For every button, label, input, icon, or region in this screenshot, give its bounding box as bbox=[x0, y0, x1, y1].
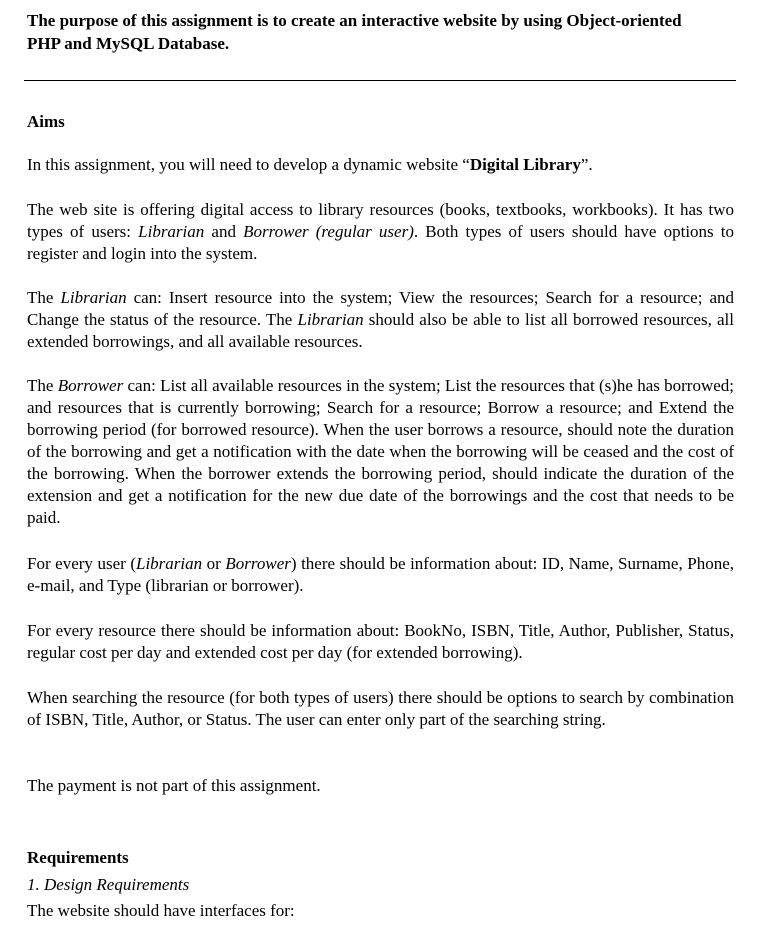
requirements-text: The website should have interfaces for: bbox=[27, 901, 295, 920]
aims-paragraph-3: The Librarian can: Insert resource into the system; View the resources; Search for a resource; and Change the status of the resource. The Librarian should also be able to list all borrowed resources, all extended borrowings, and all available resources. bbox=[27, 288, 734, 351]
aims-paragraph-8: The payment is not part of this assignment. bbox=[27, 776, 321, 795]
horizontal-divider bbox=[24, 80, 736, 81]
requirements-heading: Requirements bbox=[27, 848, 129, 867]
design-requirements-subheading: 1. Design Requirements bbox=[27, 875, 190, 894]
aims-paragraph-1: In this assignment, you will need to develop a dynamic website “Digital Library”. bbox=[27, 155, 593, 174]
aims-paragraph-7: When searching the resource (for both types of users) there should be options to search by combination of ISBN, Title, Author, or Status. The user can enter only part of the searching string. bbox=[27, 688, 734, 729]
aims-paragraph-4: The Borrower can: List all available resources in the system; List the resources that (s)he has borrowed; and resources that is currently borrowing; Search for a resource; Borrow a resource; and Extend the borrowing period (for borrowed resource). When the user borrows a resource, should note the duration of the borrowing and get a notification with the date when the borrowing will be ceased and the cost of the borrowing. When the borrower extends the borrowing period, should indicate the duration of the extension and get a notification for the new due date of the borrowings and the cost that needs to be paid. bbox=[27, 376, 735, 527]
aims-paragraph-5: For every user (Librarian or Borrower) there should be information about: ID, Name, Surname, Phone, e-mail, and Type (librarian or borrower). bbox=[27, 554, 734, 595]
aims-heading: Aims bbox=[27, 112, 65, 131]
aims-paragraph-6: For every resource there should be information about: BookNo, ISBN, Title, Author, Publisher, Status, regular cost per day and extended cost per day (for extended borrowing). bbox=[27, 621, 734, 662]
aims-paragraph-2: The web site is offering digital access to library resources (books, textbooks, workbooks). It has two types of users: Librarian and Borrower (regular user). Both types of users should have options to register and login into the system. bbox=[27, 200, 735, 263]
intro-paragraph: The purpose of this assignment is to create an interactive website by using Object-oriented PHP and MySQL Database. bbox=[27, 11, 682, 53]
